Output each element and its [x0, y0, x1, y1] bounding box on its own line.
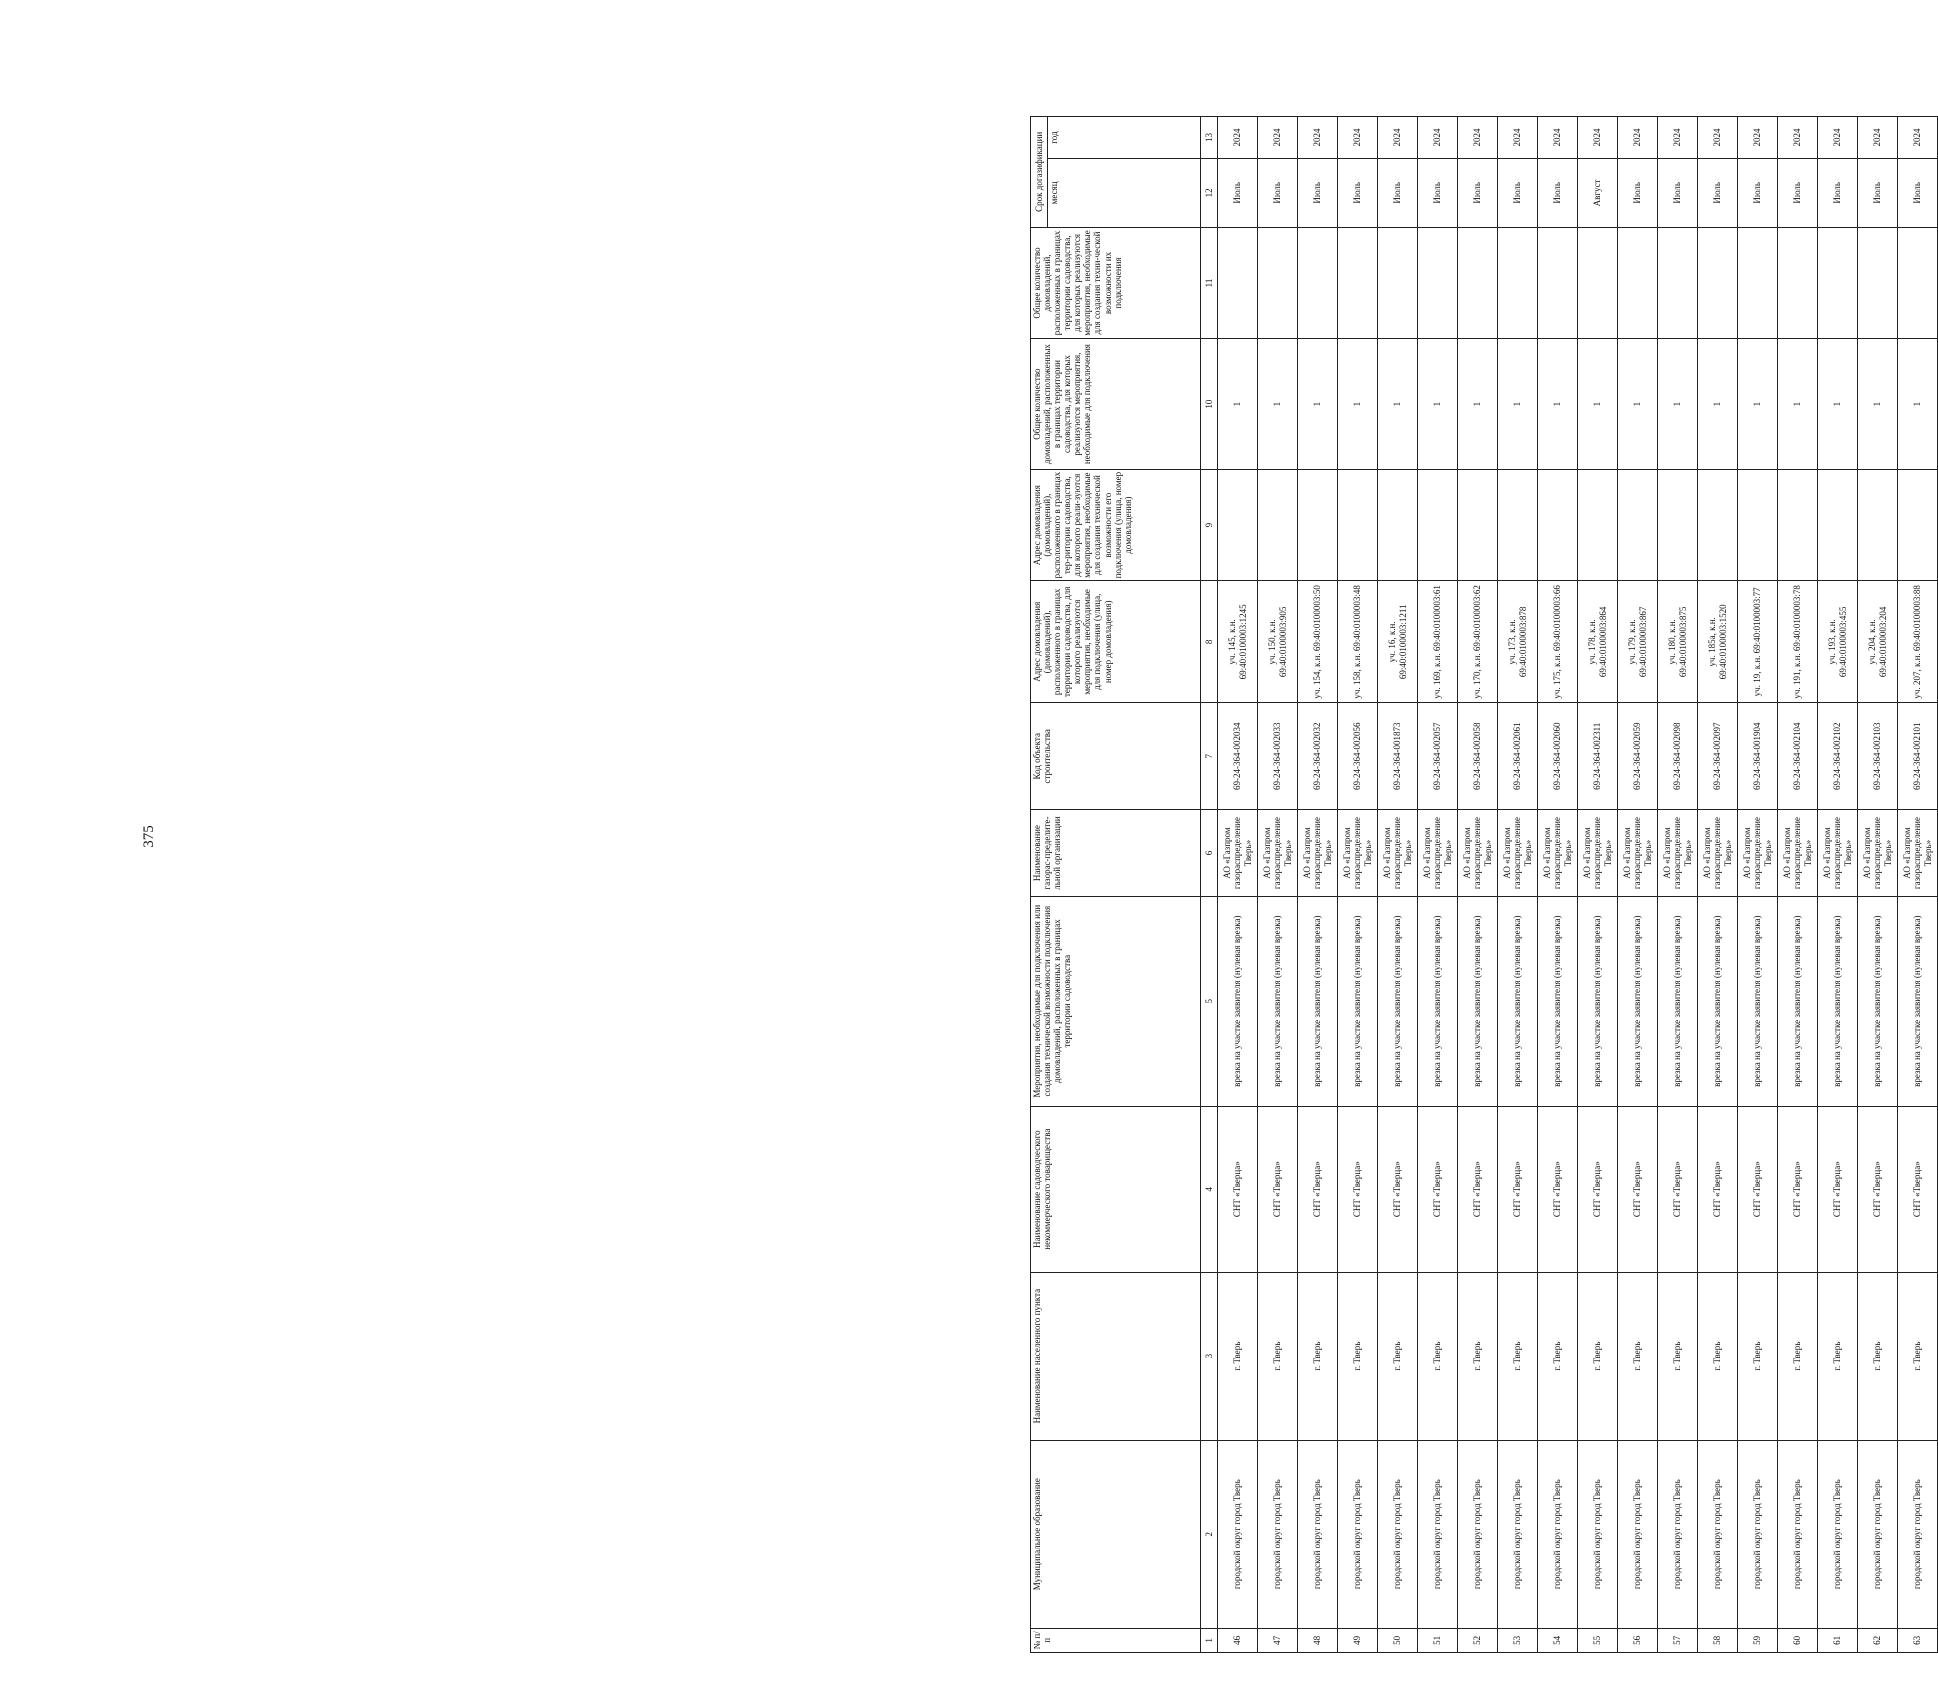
year-cell: 2024 — [1498, 117, 1538, 159]
address-tech-cell — [1818, 469, 1858, 581]
snt-cell: СНТ «Тверца» — [1258, 1106, 1298, 1272]
municipality-cell: городской округ город Тверь — [1738, 1440, 1778, 1628]
snt-cell: СНТ «Тверца» — [1498, 1106, 1538, 1272]
measures-cell: врезка на участке заявителя (нулевая врезка) — [1218, 896, 1258, 1106]
gasification-table — [1030, 116, 1938, 1653]
municipality-cell: городской округ город Тверь — [1538, 1440, 1578, 1628]
object-code-cell: 69-24-364-002103 — [1858, 703, 1898, 810]
settlement-cell: г. Тверь — [1298, 1272, 1338, 1440]
column-number: 10 — [1201, 339, 1218, 469]
month-cell: Июль — [1778, 159, 1818, 228]
settlement-cell: г. Тверь — [1698, 1272, 1738, 1440]
header-deadline-group: Срок догазификации — [1031, 117, 1048, 228]
year-cell: 2024 — [1618, 117, 1658, 159]
gas-org-cell: АО «Газпром газораспределение Тверь» — [1418, 810, 1458, 896]
count-cell: 1 — [1218, 339, 1258, 469]
row-num: 46 — [1218, 1628, 1258, 1652]
municipality-cell: городской округ город Тверь — [1858, 1440, 1898, 1628]
column-number: 12 — [1201, 159, 1218, 228]
table-row — [1298, 117, 1338, 1653]
column-number: 6 — [1201, 810, 1218, 896]
measures-cell: врезка на участке заявителя (нулевая врезка) — [1898, 896, 1938, 1106]
count-cell: 1 — [1858, 339, 1898, 469]
snt-cell: СНТ «Тверца» — [1778, 1106, 1818, 1272]
address-cell: уч. 154, к.н. 69:40:0100003:50 — [1298, 581, 1338, 703]
measures-cell: врезка на участке заявителя (нулевая врезка) — [1698, 896, 1738, 1106]
address-cell: уч. 204, к.н. 69:40:0100003:204 — [1858, 581, 1898, 703]
settlement-cell: г. Тверь — [1338, 1272, 1378, 1440]
municipality-cell: городской округ город Тверь — [1498, 1440, 1538, 1628]
object-code-cell: 69-24-364-002058 — [1458, 703, 1498, 810]
address-tech-cell — [1418, 469, 1458, 581]
address-tech-cell — [1458, 469, 1498, 581]
count-tech-cell — [1658, 227, 1698, 339]
settlement-cell: г. Тверь — [1218, 1272, 1258, 1440]
municipality-cell: городской округ город Тверь — [1218, 1440, 1258, 1628]
month-cell: Июль — [1658, 159, 1698, 228]
header-object-code: Код объекта строительства — [1031, 703, 1201, 810]
snt-cell: СНТ «Тверца» — [1218, 1106, 1258, 1272]
address-tech-cell — [1898, 469, 1938, 581]
count-cell: 1 — [1258, 339, 1298, 469]
header-count-tech: Общее количество домовладений, расположенных в границах территории садоводства, для которых реализуются мероприятия, необходимые для создания техни-ческой возможности их подключения — [1031, 227, 1201, 339]
address-cell: уч. 175, к.н. 69:40:0100003:66 — [1538, 581, 1578, 703]
column-number: 2 — [1201, 1440, 1218, 1628]
column-number: 4 — [1201, 1106, 1218, 1272]
count-cell: 1 — [1738, 339, 1778, 469]
address-cell: уч. 185а, к.н. 69:40:0100003:1520 — [1698, 581, 1738, 703]
row-num: 50 — [1378, 1628, 1418, 1652]
snt-cell: СНТ «Тверца» — [1458, 1106, 1498, 1272]
measures-cell: врезка на участке заявителя (нулевая врезка) — [1658, 896, 1698, 1106]
gas-org-cell: АО «Газпром газораспределение Тверь» — [1578, 810, 1618, 896]
gas-org-cell: АО «Газпром газораспределение Тверь» — [1858, 810, 1898, 896]
month-cell: Июль — [1378, 159, 1418, 228]
gas-org-cell: АО «Газпром газораспределение Тверь» — [1538, 810, 1578, 896]
measures-cell: врезка на участке заявителя (нулевая врезка) — [1498, 896, 1538, 1106]
table-row — [1738, 117, 1778, 1653]
row-num: 49 — [1338, 1628, 1378, 1652]
measures-cell: врезка на участке заявителя (нулевая врезка) — [1538, 896, 1578, 1106]
gas-org-cell: АО «Газпром газораспределение Тверь» — [1738, 810, 1778, 896]
header-num: № п/п — [1031, 1628, 1201, 1652]
object-code-cell: 69-24-364-002057 — [1418, 703, 1458, 810]
measures-cell: врезка на участке заявителя (нулевая врезка) — [1858, 896, 1898, 1106]
row-num: 62 — [1858, 1628, 1898, 1652]
address-tech-cell — [1578, 469, 1618, 581]
row-num: 51 — [1418, 1628, 1458, 1652]
header-gas-org: Наименование газорас-пределите-льной организации — [1031, 810, 1201, 896]
object-code-cell: 69-24-364-002101 — [1898, 703, 1938, 810]
count-cell: 1 — [1538, 339, 1578, 469]
table-row — [1538, 117, 1578, 1653]
address-cell: уч. 16, к.н. 69:40:0100003:1211 — [1378, 581, 1418, 703]
count-cell: 1 — [1338, 339, 1378, 469]
municipality-cell: городской округ город Тверь — [1658, 1440, 1698, 1628]
row-num: 53 — [1498, 1628, 1538, 1652]
header-month: месяц — [1048, 159, 1201, 228]
settlement-cell: г. Тверь — [1458, 1272, 1498, 1440]
municipality-cell: городской округ город Тверь — [1418, 1440, 1458, 1628]
year-cell: 2024 — [1298, 117, 1338, 159]
measures-cell: врезка на участке заявителя (нулевая врезка) — [1458, 896, 1498, 1106]
address-cell: уч. 19, к.н. 69:40:0100003:77 — [1738, 581, 1778, 703]
settlement-cell: г. Тверь — [1378, 1272, 1418, 1440]
column-number: 13 — [1201, 117, 1218, 159]
gas-org-cell: АО «Газпром газораспределение Тверь» — [1658, 810, 1698, 896]
address-cell: уч. 180, к.н. 69:40:0100003:875 — [1658, 581, 1698, 703]
measures-cell: врезка на участке заявителя (нулевая врезка) — [1258, 896, 1298, 1106]
table-row — [1378, 117, 1418, 1653]
column-number: 9 — [1201, 469, 1218, 581]
count-tech-cell — [1618, 227, 1658, 339]
settlement-cell: г. Тверь — [1578, 1272, 1618, 1440]
settlement-cell: г. Тверь — [1418, 1272, 1458, 1440]
column-number: 5 — [1201, 896, 1218, 1106]
year-cell: 2024 — [1578, 117, 1618, 159]
measures-cell: врезка на участке заявителя (нулевая врезка) — [1338, 896, 1378, 1106]
count-tech-cell — [1738, 227, 1778, 339]
header-address-tech: Адрес домовладения (домовладений), расположенного в границах тер-ритории садоводства, для которого реали-зуются мероприятия, необходимые для создания технической возможности его подключения (улица, номер домовладения) — [1031, 469, 1201, 581]
settlement-cell: г. Тверь — [1658, 1272, 1698, 1440]
month-cell: Июль — [1218, 159, 1258, 228]
object-code-cell: 69-24-364-001873 — [1378, 703, 1418, 810]
object-code-cell: 69-24-364-002311 — [1578, 703, 1618, 810]
settlement-cell: г. Тверь — [1818, 1272, 1858, 1440]
measures-cell: врезка на участке заявителя (нулевая врезка) — [1778, 896, 1818, 1106]
object-code-cell: 69-24-364-002034 — [1218, 703, 1258, 810]
municipality-cell: городской округ город Тверь — [1378, 1440, 1418, 1628]
object-code-cell: 69-24-364-002102 — [1818, 703, 1858, 810]
object-code-cell: 69-24-364-002097 — [1698, 703, 1738, 810]
object-code-cell: 69-24-364-002056 — [1338, 703, 1378, 810]
gas-org-cell: АО «Газпром газораспределение Тверь» — [1498, 810, 1538, 896]
year-cell: 2024 — [1338, 117, 1378, 159]
object-code-cell: 69-24-364-002059 — [1618, 703, 1658, 810]
object-code-cell: 69-24-364-002061 — [1498, 703, 1538, 810]
address-tech-cell — [1218, 469, 1258, 581]
count-tech-cell — [1778, 227, 1818, 339]
snt-cell: СНТ «Тверца» — [1898, 1106, 1938, 1272]
table-row — [1858, 117, 1898, 1653]
settlement-cell: г. Тверь — [1538, 1272, 1578, 1440]
gas-org-cell: АО «Газпром газораспределение Тверь» — [1618, 810, 1658, 896]
table-row — [1498, 117, 1538, 1653]
month-cell: Июль — [1618, 159, 1658, 228]
header-snt: Наименование садоводческого некоммерческого товарищества — [1031, 1106, 1201, 1272]
header-measures: Мероприятия, необходимые для подключения или создания технической возможности подключения домовладений, расположенных в границах территории садоводства — [1031, 896, 1201, 1106]
month-cell: Июль — [1258, 159, 1298, 228]
snt-cell: СНТ «Тверца» — [1538, 1106, 1578, 1272]
settlement-cell: г. Тверь — [1618, 1272, 1658, 1440]
settlement-cell: г. Тверь — [1898, 1272, 1938, 1440]
table-row — [1418, 117, 1458, 1653]
address-tech-cell — [1658, 469, 1698, 581]
address-tech-cell — [1698, 469, 1738, 581]
row-num: 57 — [1658, 1628, 1698, 1652]
snt-cell: СНТ «Тверца» — [1418, 1106, 1458, 1272]
count-tech-cell — [1898, 227, 1938, 339]
municipality-cell: городской округ город Тверь — [1258, 1440, 1298, 1628]
table-row — [1338, 117, 1378, 1653]
rotated-table-container — [1030, 116, 1933, 1653]
year-cell: 2024 — [1778, 117, 1818, 159]
measures-cell: врезка на участке заявителя (нулевая врезка) — [1818, 896, 1858, 1106]
gas-org-cell: АО «Газпром газораспределение Тверь» — [1778, 810, 1818, 896]
count-cell: 1 — [1618, 339, 1658, 469]
row-num: 47 — [1258, 1628, 1298, 1652]
address-cell: уч. 178, к.н. 69:40:0100003:864 — [1578, 581, 1618, 703]
count-cell: 1 — [1778, 339, 1818, 469]
row-num: 48 — [1298, 1628, 1338, 1652]
month-cell: Июль — [1458, 159, 1498, 228]
year-cell: 2024 — [1218, 117, 1258, 159]
address-tech-cell — [1778, 469, 1818, 581]
table-row — [1458, 117, 1498, 1653]
settlement-cell: г. Тверь — [1738, 1272, 1778, 1440]
address-tech-cell — [1298, 469, 1338, 581]
snt-cell: СНТ «Тверца» — [1658, 1106, 1698, 1272]
month-cell: Июль — [1698, 159, 1738, 228]
count-cell: 1 — [1818, 339, 1858, 469]
header-address-connect: Адрес домовладения (домовладений), расположенного в границах территории садоводства, для которого реализуются мероприятия, необходимые для подключения (улица, номер домовладения) — [1031, 581, 1201, 703]
snt-cell: СНТ «Тверца» — [1618, 1106, 1658, 1272]
snt-cell: СНТ «Тверца» — [1338, 1106, 1378, 1272]
column-number: 1 — [1201, 1628, 1218, 1652]
month-cell: Июль — [1898, 159, 1938, 228]
row-num: 55 — [1578, 1628, 1618, 1652]
row-num: 60 — [1778, 1628, 1818, 1652]
address-tech-cell — [1538, 469, 1578, 581]
gas-org-cell: АО «Газпром газораспределение Тверь» — [1458, 810, 1498, 896]
month-cell: Июль — [1418, 159, 1458, 228]
count-tech-cell — [1298, 227, 1338, 339]
object-code-cell: 69-24-364-001904 — [1738, 703, 1778, 810]
table-row — [1818, 117, 1858, 1653]
month-cell: Июль — [1298, 159, 1338, 228]
settlement-cell: г. Тверь — [1498, 1272, 1538, 1440]
count-cell: 1 — [1698, 339, 1738, 469]
column-numbers-row — [1201, 117, 1218, 1653]
object-code-cell: 69-24-364-002104 — [1778, 703, 1818, 810]
year-cell: 2024 — [1818, 117, 1858, 159]
address-cell: уч. 207, к.н. 69:40:0100003:88 — [1898, 581, 1938, 703]
municipality-cell: городской округ город Тверь — [1298, 1440, 1338, 1628]
count-cell: 1 — [1498, 339, 1538, 469]
municipality-cell: городской округ город Тверь — [1778, 1440, 1818, 1628]
settlement-cell: г. Тверь — [1258, 1272, 1298, 1440]
table-row — [1698, 117, 1738, 1653]
row-num: 54 — [1538, 1628, 1578, 1652]
address-tech-cell — [1738, 469, 1778, 581]
count-tech-cell — [1218, 227, 1258, 339]
table-row — [1618, 117, 1658, 1653]
table-row — [1778, 117, 1818, 1653]
month-cell: Июль — [1738, 159, 1778, 228]
gas-org-cell: АО «Газпром газораспределение Тверь» — [1258, 810, 1298, 896]
month-cell: Июль — [1498, 159, 1538, 228]
measures-cell: врезка на участке заявителя (нулевая врезка) — [1298, 896, 1338, 1106]
month-cell: Июль — [1538, 159, 1578, 228]
gas-org-cell: АО «Газпром газораспределение Тверь» — [1818, 810, 1858, 896]
count-tech-cell — [1538, 227, 1578, 339]
count-tech-cell — [1338, 227, 1378, 339]
count-cell: 1 — [1378, 339, 1418, 469]
municipality-cell: городской округ город Тверь — [1898, 1440, 1938, 1628]
row-num: 58 — [1698, 1628, 1738, 1652]
address-tech-cell — [1618, 469, 1658, 581]
count-tech-cell — [1258, 227, 1298, 339]
measures-cell: врезка на участке заявителя (нулевая врезка) — [1618, 896, 1658, 1106]
address-cell: уч. 191, к.н. 69:40:0100003:78 — [1778, 581, 1818, 703]
column-number: 8 — [1201, 581, 1218, 703]
month-cell: Июль — [1338, 159, 1378, 228]
count-tech-cell — [1458, 227, 1498, 339]
month-cell: Июль — [1858, 159, 1898, 228]
year-cell: 2024 — [1658, 117, 1698, 159]
count-tech-cell — [1378, 227, 1418, 339]
address-tech-cell — [1258, 469, 1298, 581]
object-code-cell: 69-24-364-002032 — [1298, 703, 1338, 810]
year-cell: 2024 — [1378, 117, 1418, 159]
column-number: 3 — [1201, 1272, 1218, 1440]
count-tech-cell — [1858, 227, 1898, 339]
count-tech-cell — [1818, 227, 1858, 339]
gas-org-cell: АО «Газпром газораспределение Тверь» — [1898, 810, 1938, 896]
row-num: 63 — [1898, 1628, 1938, 1652]
address-cell: уч. 150, к.н. 69:40:0100003:905 — [1258, 581, 1298, 703]
measures-cell: врезка на участке заявителя (нулевая врезка) — [1738, 896, 1778, 1106]
municipality-cell: городской округ город Тверь — [1458, 1440, 1498, 1628]
gas-org-cell: АО «Газпром газораспределение Тверь» — [1378, 810, 1418, 896]
snt-cell: СНТ «Тверца» — [1858, 1106, 1898, 1272]
address-tech-cell — [1858, 469, 1898, 581]
count-cell: 1 — [1418, 339, 1458, 469]
gas-org-cell: АО «Газпром газораспределение Тверь» — [1298, 810, 1338, 896]
count-tech-cell — [1578, 227, 1618, 339]
snt-cell: СНТ «Тверца» — [1818, 1106, 1858, 1272]
table-row — [1578, 117, 1618, 1653]
count-tech-cell — [1418, 227, 1458, 339]
address-cell: уч. 170, к.н. 69:40:0100003:62 — [1458, 581, 1498, 703]
year-cell: 2024 — [1458, 117, 1498, 159]
year-cell: 2024 — [1418, 117, 1458, 159]
address-cell: уч. 158, к.н. 69:40:0100003:48 — [1338, 581, 1378, 703]
gas-org-cell: АО «Газпром газораспределение Тверь» — [1698, 810, 1738, 896]
count-tech-cell — [1698, 227, 1738, 339]
header-year: год — [1048, 117, 1201, 159]
measures-cell: врезка на участке заявителя (нулевая врезка) — [1378, 896, 1418, 1106]
address-tech-cell — [1378, 469, 1418, 581]
count-cell: 1 — [1578, 339, 1618, 469]
month-cell: Июль — [1818, 159, 1858, 228]
measures-cell: врезка на участке заявителя (нулевая врезка) — [1578, 896, 1618, 1106]
year-cell: 2024 — [1538, 117, 1578, 159]
municipality-cell: городской округ город Тверь — [1618, 1440, 1658, 1628]
municipality-cell: городской округ город Тверь — [1578, 1440, 1618, 1628]
address-cell: уч. 173, к.н. 69:40:0100003:878 — [1498, 581, 1538, 703]
snt-cell: СНТ «Тверца» — [1378, 1106, 1418, 1272]
table-row — [1898, 117, 1938, 1653]
table-row — [1218, 117, 1258, 1653]
count-cell: 1 — [1658, 339, 1698, 469]
gas-org-cell: АО «Газпром газораспределение Тверь» — [1338, 810, 1378, 896]
row-num: 61 — [1818, 1628, 1858, 1652]
object-code-cell: 69-24-364-002060 — [1538, 703, 1578, 810]
page-number: 375 — [140, 825, 157, 848]
year-cell: 2024 — [1258, 117, 1298, 159]
address-cell: уч. 145, к.н. 69:40:0100003:1245 — [1218, 581, 1258, 703]
header-settlement: Наименование населенного пункта — [1031, 1272, 1201, 1440]
municipality-cell: городской округ город Тверь — [1338, 1440, 1378, 1628]
header-municipality: Муниципальное образование — [1031, 1440, 1201, 1628]
measures-cell: врезка на участке заявителя (нулевая врезка) — [1418, 896, 1458, 1106]
address-cell: уч. 179, к.н. 69:40:0100003:867 — [1618, 581, 1658, 703]
column-number: 11 — [1201, 227, 1218, 339]
count-tech-cell — [1498, 227, 1538, 339]
settlement-cell: г. Тверь — [1858, 1272, 1898, 1440]
address-tech-cell — [1338, 469, 1378, 581]
month-cell: Август — [1578, 159, 1618, 228]
object-code-cell: 69-24-364-002098 — [1658, 703, 1698, 810]
year-cell: 2024 — [1898, 117, 1938, 159]
header-row — [1031, 117, 1048, 1653]
year-cell: 2024 — [1698, 117, 1738, 159]
municipality-cell: городской округ город Тверь — [1818, 1440, 1858, 1628]
address-tech-cell — [1498, 469, 1538, 581]
count-cell: 1 — [1298, 339, 1338, 469]
header-count-connect: Общее количество домовладений, расположенных в границах территории садоводства, для которых реализуются мероприятия, необходимые для подключения — [1031, 339, 1201, 469]
column-number: 7 — [1201, 703, 1218, 810]
year-cell: 2024 — [1858, 117, 1898, 159]
count-cell: 1 — [1898, 339, 1938, 469]
snt-cell: СНТ «Тверца» — [1298, 1106, 1338, 1272]
row-num: 59 — [1738, 1628, 1778, 1652]
gas-org-cell: АО «Газпром газораспределение Тверь» — [1218, 810, 1258, 896]
table-body — [1218, 117, 1938, 1653]
object-code-cell: 69-24-364-002033 — [1258, 703, 1298, 810]
snt-cell: СНТ «Тверца» — [1578, 1106, 1618, 1272]
count-cell: 1 — [1458, 339, 1498, 469]
table-row — [1658, 117, 1698, 1653]
table-row — [1258, 117, 1298, 1653]
snt-cell: СНТ «Тверца» — [1698, 1106, 1738, 1272]
settlement-cell: г. Тверь — [1778, 1272, 1818, 1440]
municipality-cell: городской округ город Тверь — [1698, 1440, 1738, 1628]
address-cell: уч. 169, к.н. 69:40:0100003:61 — [1418, 581, 1458, 703]
row-num: 56 — [1618, 1628, 1658, 1652]
row-num: 52 — [1458, 1628, 1498, 1652]
year-cell: 2024 — [1738, 117, 1778, 159]
snt-cell: СНТ «Тверца» — [1738, 1106, 1778, 1272]
address-cell: уч. 193, к.н. 69:40:0100003:455 — [1818, 581, 1858, 703]
